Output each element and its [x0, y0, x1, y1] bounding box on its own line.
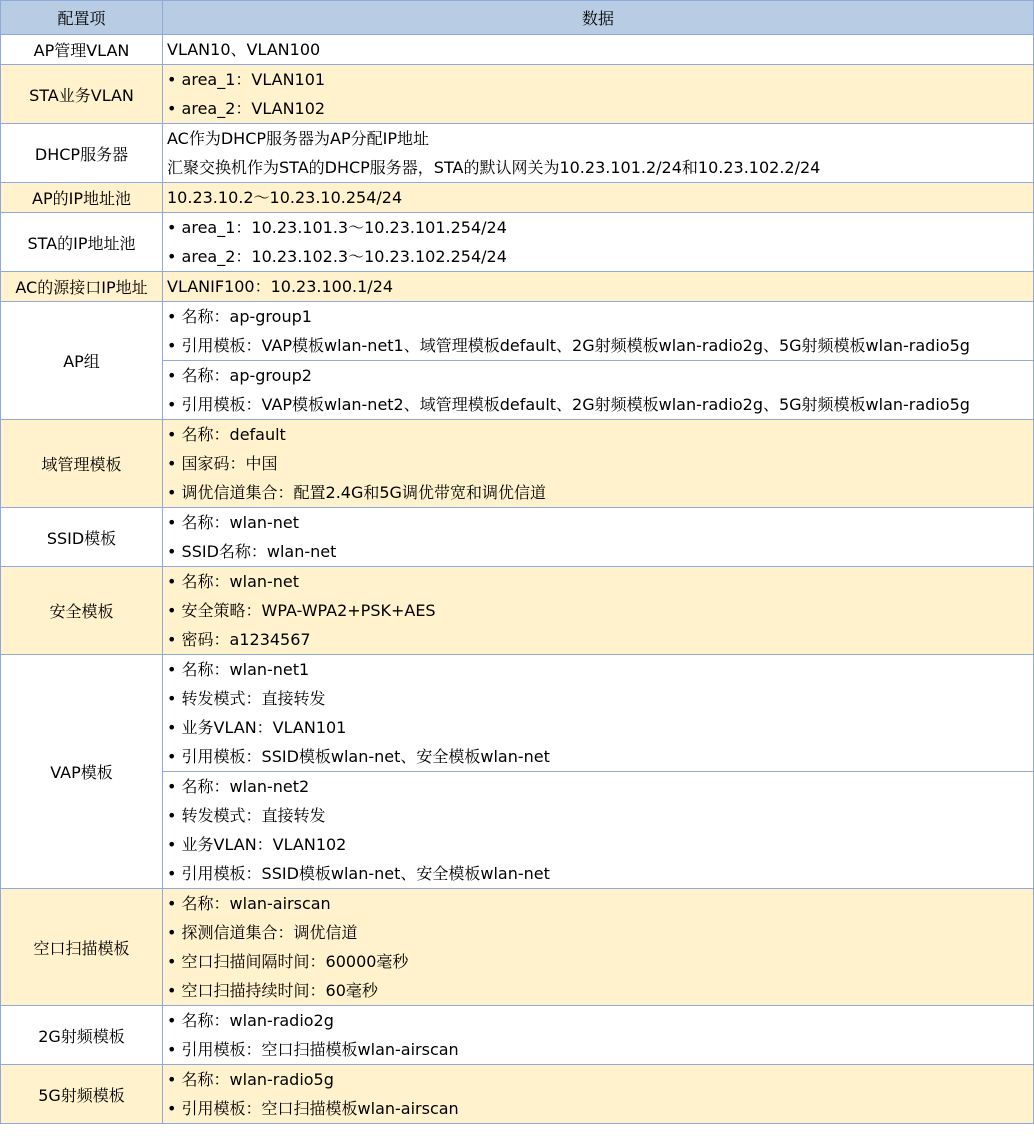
- data-line: • 引用模板：VAP模板wlan-net2、域管理模板default、2G射频模板wlan-radio2g、5G射频模板wlan-radio5g: [167, 390, 1033, 419]
- config-item-cell: 5G射频模板: [1, 1065, 163, 1124]
- config-item-cell: STA的IP地址池: [1, 213, 163, 272]
- data-line: VLAN10、VLAN100: [167, 40, 321, 59]
- config-item-cell: AP组: [1, 302, 163, 420]
- config-item-cell: AC的源接口IP地址: [1, 272, 163, 302]
- header-row: [1, 1, 1034, 35]
- data-line: • area_2：10.23.102.3～10.23.102.254/24: [167, 242, 1033, 271]
- data-cell: [163, 213, 1034, 272]
- data-line: 10.23.10.2～10.23.10.254/24: [167, 188, 403, 207]
- data-line: AC作为DHCP服务器为AP分配IP地址: [167, 129, 429, 148]
- data-line: • 业务VLAN：VLAN102: [167, 830, 1033, 859]
- data-line: • 调优信道集合：配置2.4G和5G调优带宽和调优信道: [167, 478, 1033, 507]
- data-line: • 业务VLAN：VLAN101: [167, 713, 1033, 742]
- data-cell: [163, 508, 1034, 567]
- config-item-cell: DHCP服务器: [1, 124, 163, 183]
- data-line: • 名称：wlan-net: [167, 508, 1033, 537]
- config-item-cell: AP管理VLAN: [1, 35, 163, 65]
- data-cell: [163, 65, 1034, 124]
- data-line: • 名称：wlan-net: [167, 567, 1033, 596]
- data-cell: [163, 1065, 1034, 1124]
- data-cell: [163, 35, 1034, 65]
- header-config-item: 配置项: [1, 1, 163, 35]
- table-row: [1, 124, 1034, 183]
- table-row: [1, 65, 1034, 124]
- data-line: • 空口扫描间隔时间：60000毫秒: [167, 947, 1033, 976]
- data-line: • 安全策略：WPA-WPA2+PSK+AES: [167, 596, 1033, 625]
- table-row: [1, 420, 1034, 508]
- data-cell: [163, 302, 1034, 361]
- config-item-cell: 空口扫描模板: [1, 889, 163, 1006]
- table-row: [1, 35, 1034, 65]
- table-row: [1, 889, 1034, 1006]
- config-item-cell: STA业务VLAN: [1, 65, 163, 124]
- table-row: [1, 508, 1034, 567]
- data-line: • 国家码：中国: [167, 449, 1033, 478]
- config-item-cell: 安全模板: [1, 567, 163, 655]
- config-item-cell: AP的IP地址池: [1, 183, 163, 213]
- data-line: • 引用模板：空口扫描模板wlan-airscan: [167, 1035, 1033, 1064]
- data-line: • 密码：a1234567: [167, 625, 1033, 654]
- data-line: • 名称：wlan-airscan: [167, 889, 1033, 918]
- data-cell: [163, 272, 1034, 302]
- data-cell: [163, 361, 1034, 420]
- table-row: [1, 302, 1034, 361]
- data-line: • 名称：default: [167, 420, 1033, 449]
- data-line: • 名称：ap-group1: [167, 302, 1033, 331]
- config-item-cell: 域管理模板: [1, 420, 163, 508]
- data-cell: [163, 889, 1034, 1006]
- table-row: [1, 272, 1034, 302]
- config-item-cell: VAP模板: [1, 655, 163, 889]
- data-line: • 名称：wlan-radio5g: [167, 1065, 1033, 1094]
- data-cell: [163, 124, 1034, 183]
- data-line: 汇聚交换机作为STA的DHCP服务器，STA的默认网关为10.23.101.2/24和10.23.102.2/24: [167, 158, 821, 177]
- data-line: • 引用模板：空口扫描模板wlan-airscan: [167, 1094, 1033, 1123]
- data-line: • 名称：wlan-net2: [167, 772, 1033, 801]
- config-item-cell: SSID模板: [1, 508, 163, 567]
- data-cell: [163, 183, 1034, 213]
- data-line: • 引用模板：SSID模板wlan-net、安全模板wlan-net: [167, 742, 1033, 771]
- data-line: • 名称：wlan-net1: [167, 655, 1033, 684]
- data-line: • 引用模板：SSID模板wlan-net、安全模板wlan-net: [167, 859, 1033, 888]
- data-cell: [163, 567, 1034, 655]
- table-row: [1, 183, 1034, 213]
- table-row: [1, 1006, 1034, 1065]
- header-data: 数据: [163, 1, 1034, 35]
- data-cell: [163, 772, 1034, 889]
- data-line: • 转发模式：直接转发: [167, 684, 1033, 713]
- data-cell: [163, 655, 1034, 772]
- table-row: [1, 567, 1034, 655]
- data-line: VLANIF100：10.23.100.1/24: [167, 277, 394, 296]
- data-line: • area_1：VLAN101: [167, 65, 1033, 94]
- data-line: • 空口扫描持续时间：60毫秒: [167, 976, 1033, 1005]
- data-line: • 探测信道集合：调优信道: [167, 918, 1033, 947]
- table-row: [1, 213, 1034, 272]
- data-cell: [163, 420, 1034, 508]
- data-line: • 名称：ap-group2: [167, 361, 1033, 390]
- table-row: [1, 655, 1034, 772]
- data-line: • area_2：VLAN102: [167, 94, 1033, 123]
- data-line: • 名称：wlan-radio2g: [167, 1006, 1033, 1035]
- data-line: • area_1：10.23.101.3～10.23.101.254/24: [167, 213, 1033, 242]
- data-line: • 转发模式：直接转发: [167, 801, 1033, 830]
- data-cell: [163, 1006, 1034, 1065]
- table-row: [1, 1065, 1034, 1124]
- data-line: • 引用模板：VAP模板wlan-net1、域管理模板default、2G射频模板wlan-radio2g、5G射频模板wlan-radio5g: [167, 331, 1033, 360]
- data-line: • SSID名称：wlan-net: [167, 537, 1033, 566]
- config-item-cell: 2G射频模板: [1, 1006, 163, 1065]
